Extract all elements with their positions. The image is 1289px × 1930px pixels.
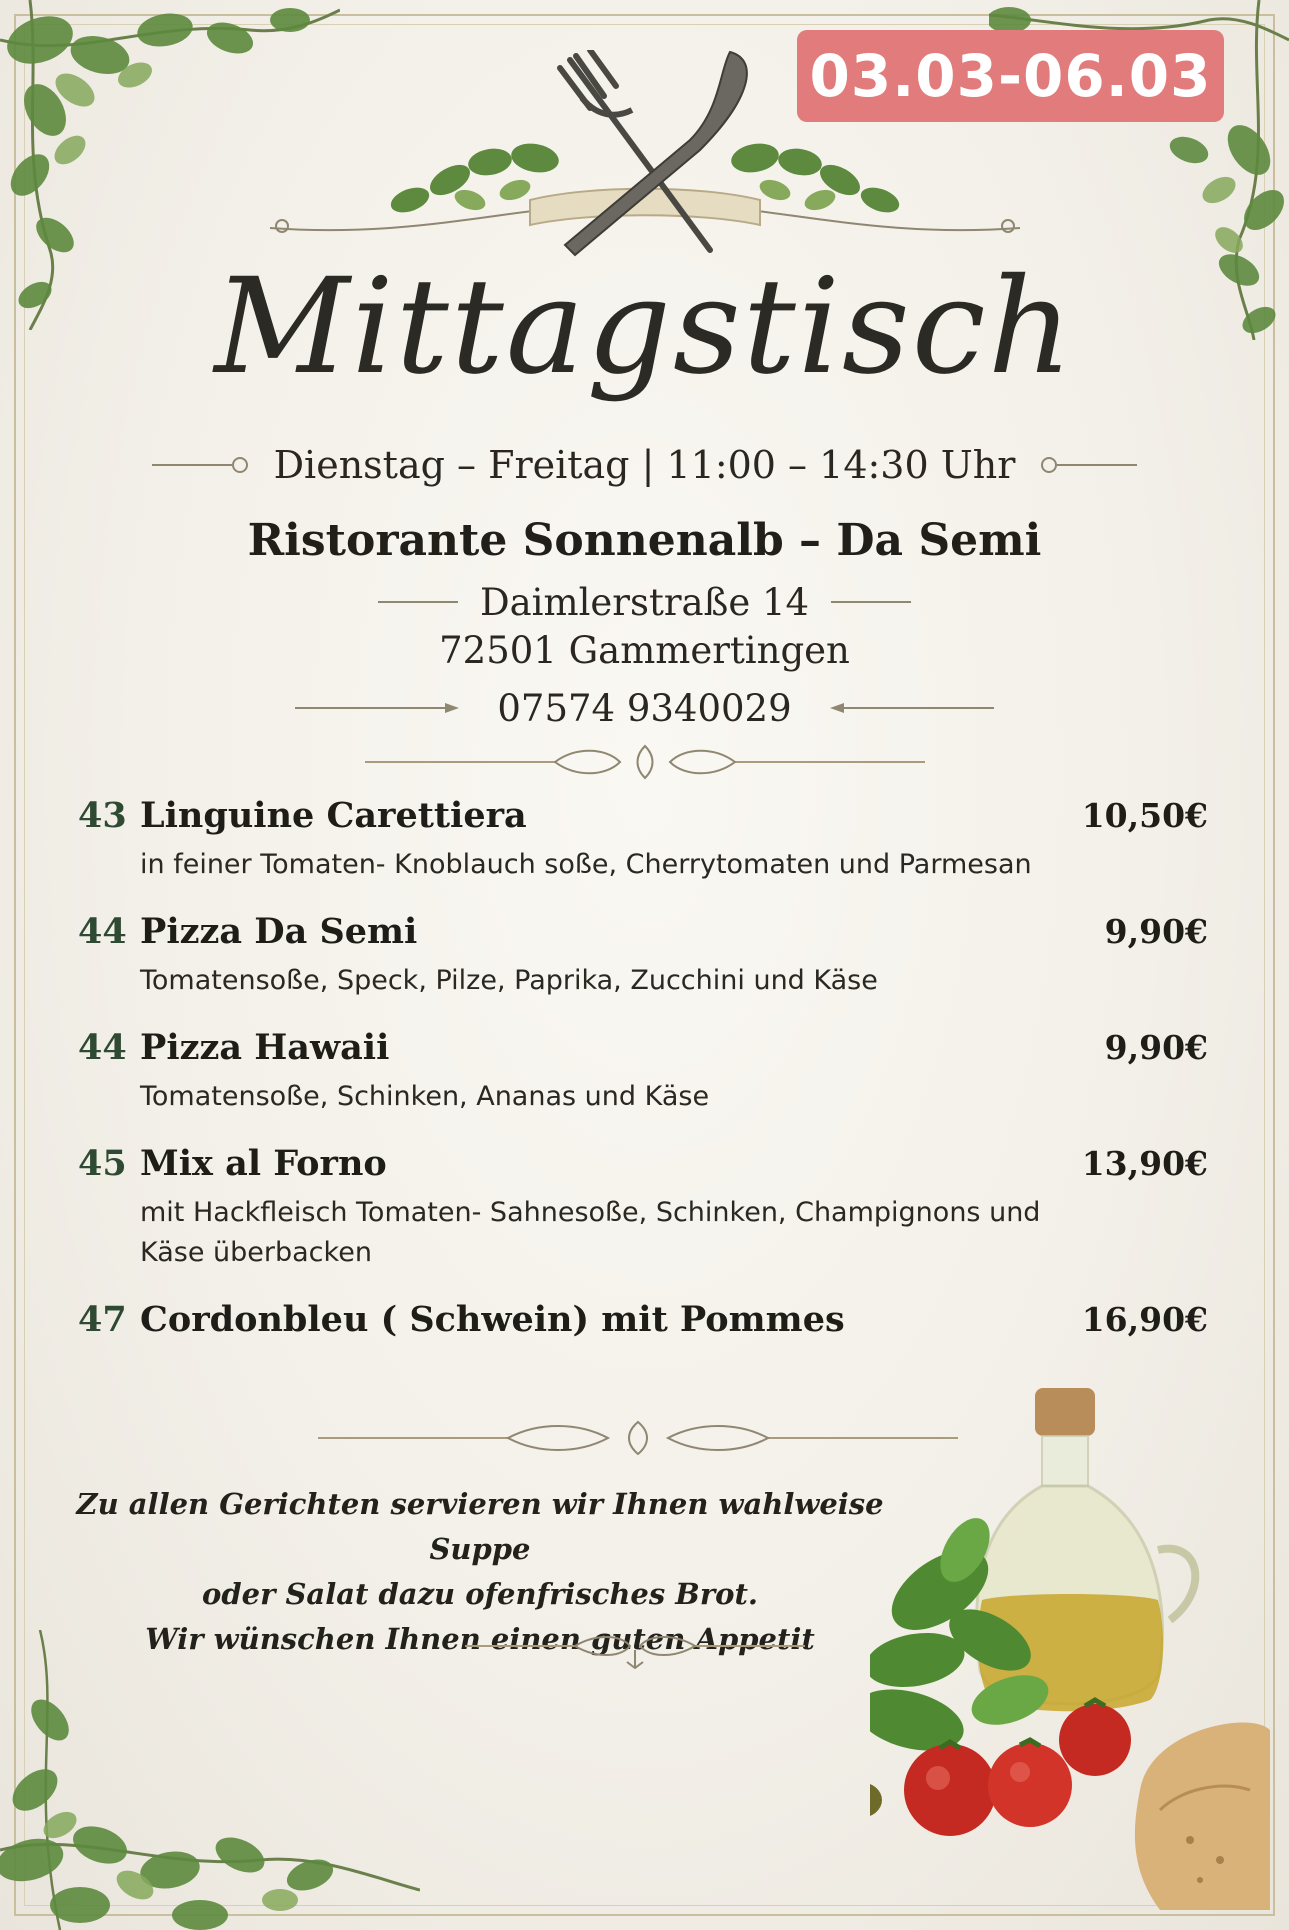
- item-name: Pizza Da Semi: [140, 911, 418, 952]
- fork-knife-icon: [260, 50, 1030, 270]
- phone-number: 07574 9340029: [497, 686, 792, 730]
- menu-list: [78, 795, 1208, 1375]
- street-row: [0, 578, 1289, 626]
- page-title: Mittagstisch: [214, 250, 1075, 404]
- olive-oil-tomato-still-life-icon: [870, 1370, 1270, 1910]
- item-name: Linguine Carettiera: [140, 795, 527, 836]
- ornament-divider-icon: [318, 1418, 958, 1458]
- bottom-left-vine-decoration: [0, 1630, 420, 1930]
- right-arrow-rule-icon: [814, 701, 994, 715]
- right-flourish-icon: [1037, 455, 1137, 475]
- menu-item: [78, 911, 1208, 1001]
- city-row: [0, 626, 1289, 674]
- item-number: 44: [78, 1027, 127, 1068]
- city-address: 72501 Gammertingen: [439, 628, 850, 672]
- item-description: Tomatensoße, Speck, Pilze, Paprika, Zucchini und Käse: [140, 965, 878, 996]
- menu-item: [78, 1299, 1208, 1349]
- menu-item: [78, 795, 1208, 885]
- date-range-text: 03.03-06.03: [809, 42, 1212, 110]
- ornament-divider-icon: [465, 1628, 805, 1672]
- phone-row: [0, 684, 1289, 732]
- left-arrow-rule-icon: [295, 701, 475, 715]
- opening-hours-text: Dienstag – Freitag | 11:00 – 14:30 Uhr: [273, 443, 1016, 487]
- item-price: 16,90€: [1081, 1300, 1208, 1339]
- ornament-divider-icon: [365, 742, 925, 782]
- item-description: in feiner Tomaten- Knoblauch soße, Cherrytomaten und Parmesan: [140, 849, 1032, 880]
- item-price: 10,50€: [1081, 796, 1208, 835]
- item-price: 9,90€: [1104, 1028, 1208, 1067]
- item-number: 47: [78, 1299, 127, 1340]
- left-flourish-icon: [152, 455, 252, 475]
- restaurant-name: Ristorante Sonnenalb – Da Semi: [247, 515, 1042, 566]
- menu-item: [78, 1143, 1208, 1273]
- footer-line: Wir wünschen Ihnen einen guten Appetit: [145, 1622, 815, 1656]
- item-price: 13,90€: [1081, 1144, 1208, 1183]
- item-name: Pizza Hawaii: [140, 1027, 390, 1068]
- footer-line: Zu allen Gerichten servieren wir Ihnen wahlweise Suppe: [76, 1487, 884, 1566]
- item-description: Tomatensoße, Schinken, Ananas und Käse: [140, 1081, 710, 1112]
- rule-line: [378, 601, 458, 603]
- item-number: 43: [78, 795, 127, 836]
- street-address: Daimlerstraße 14: [479, 580, 810, 624]
- item-price: 9,90€: [1104, 912, 1208, 951]
- item-number: 44: [78, 911, 127, 952]
- item-number: 45: [78, 1143, 127, 1184]
- rule-line: [831, 601, 911, 603]
- item-name: Mix al Forno: [140, 1143, 387, 1184]
- item-description: mit Hackfleisch Tomaten- Sahnesoße, Schinken, Champignons und Käse überbacken: [140, 1197, 1041, 1268]
- menu-item: [78, 1027, 1208, 1117]
- item-name: Cordonbleu ( Schwein) mit Pommes: [140, 1299, 845, 1340]
- header-divider: [0, 742, 1289, 782]
- opening-hours-row: [0, 440, 1289, 490]
- footer-line: oder Salat dazu ofenfrisches Brot.: [202, 1577, 758, 1611]
